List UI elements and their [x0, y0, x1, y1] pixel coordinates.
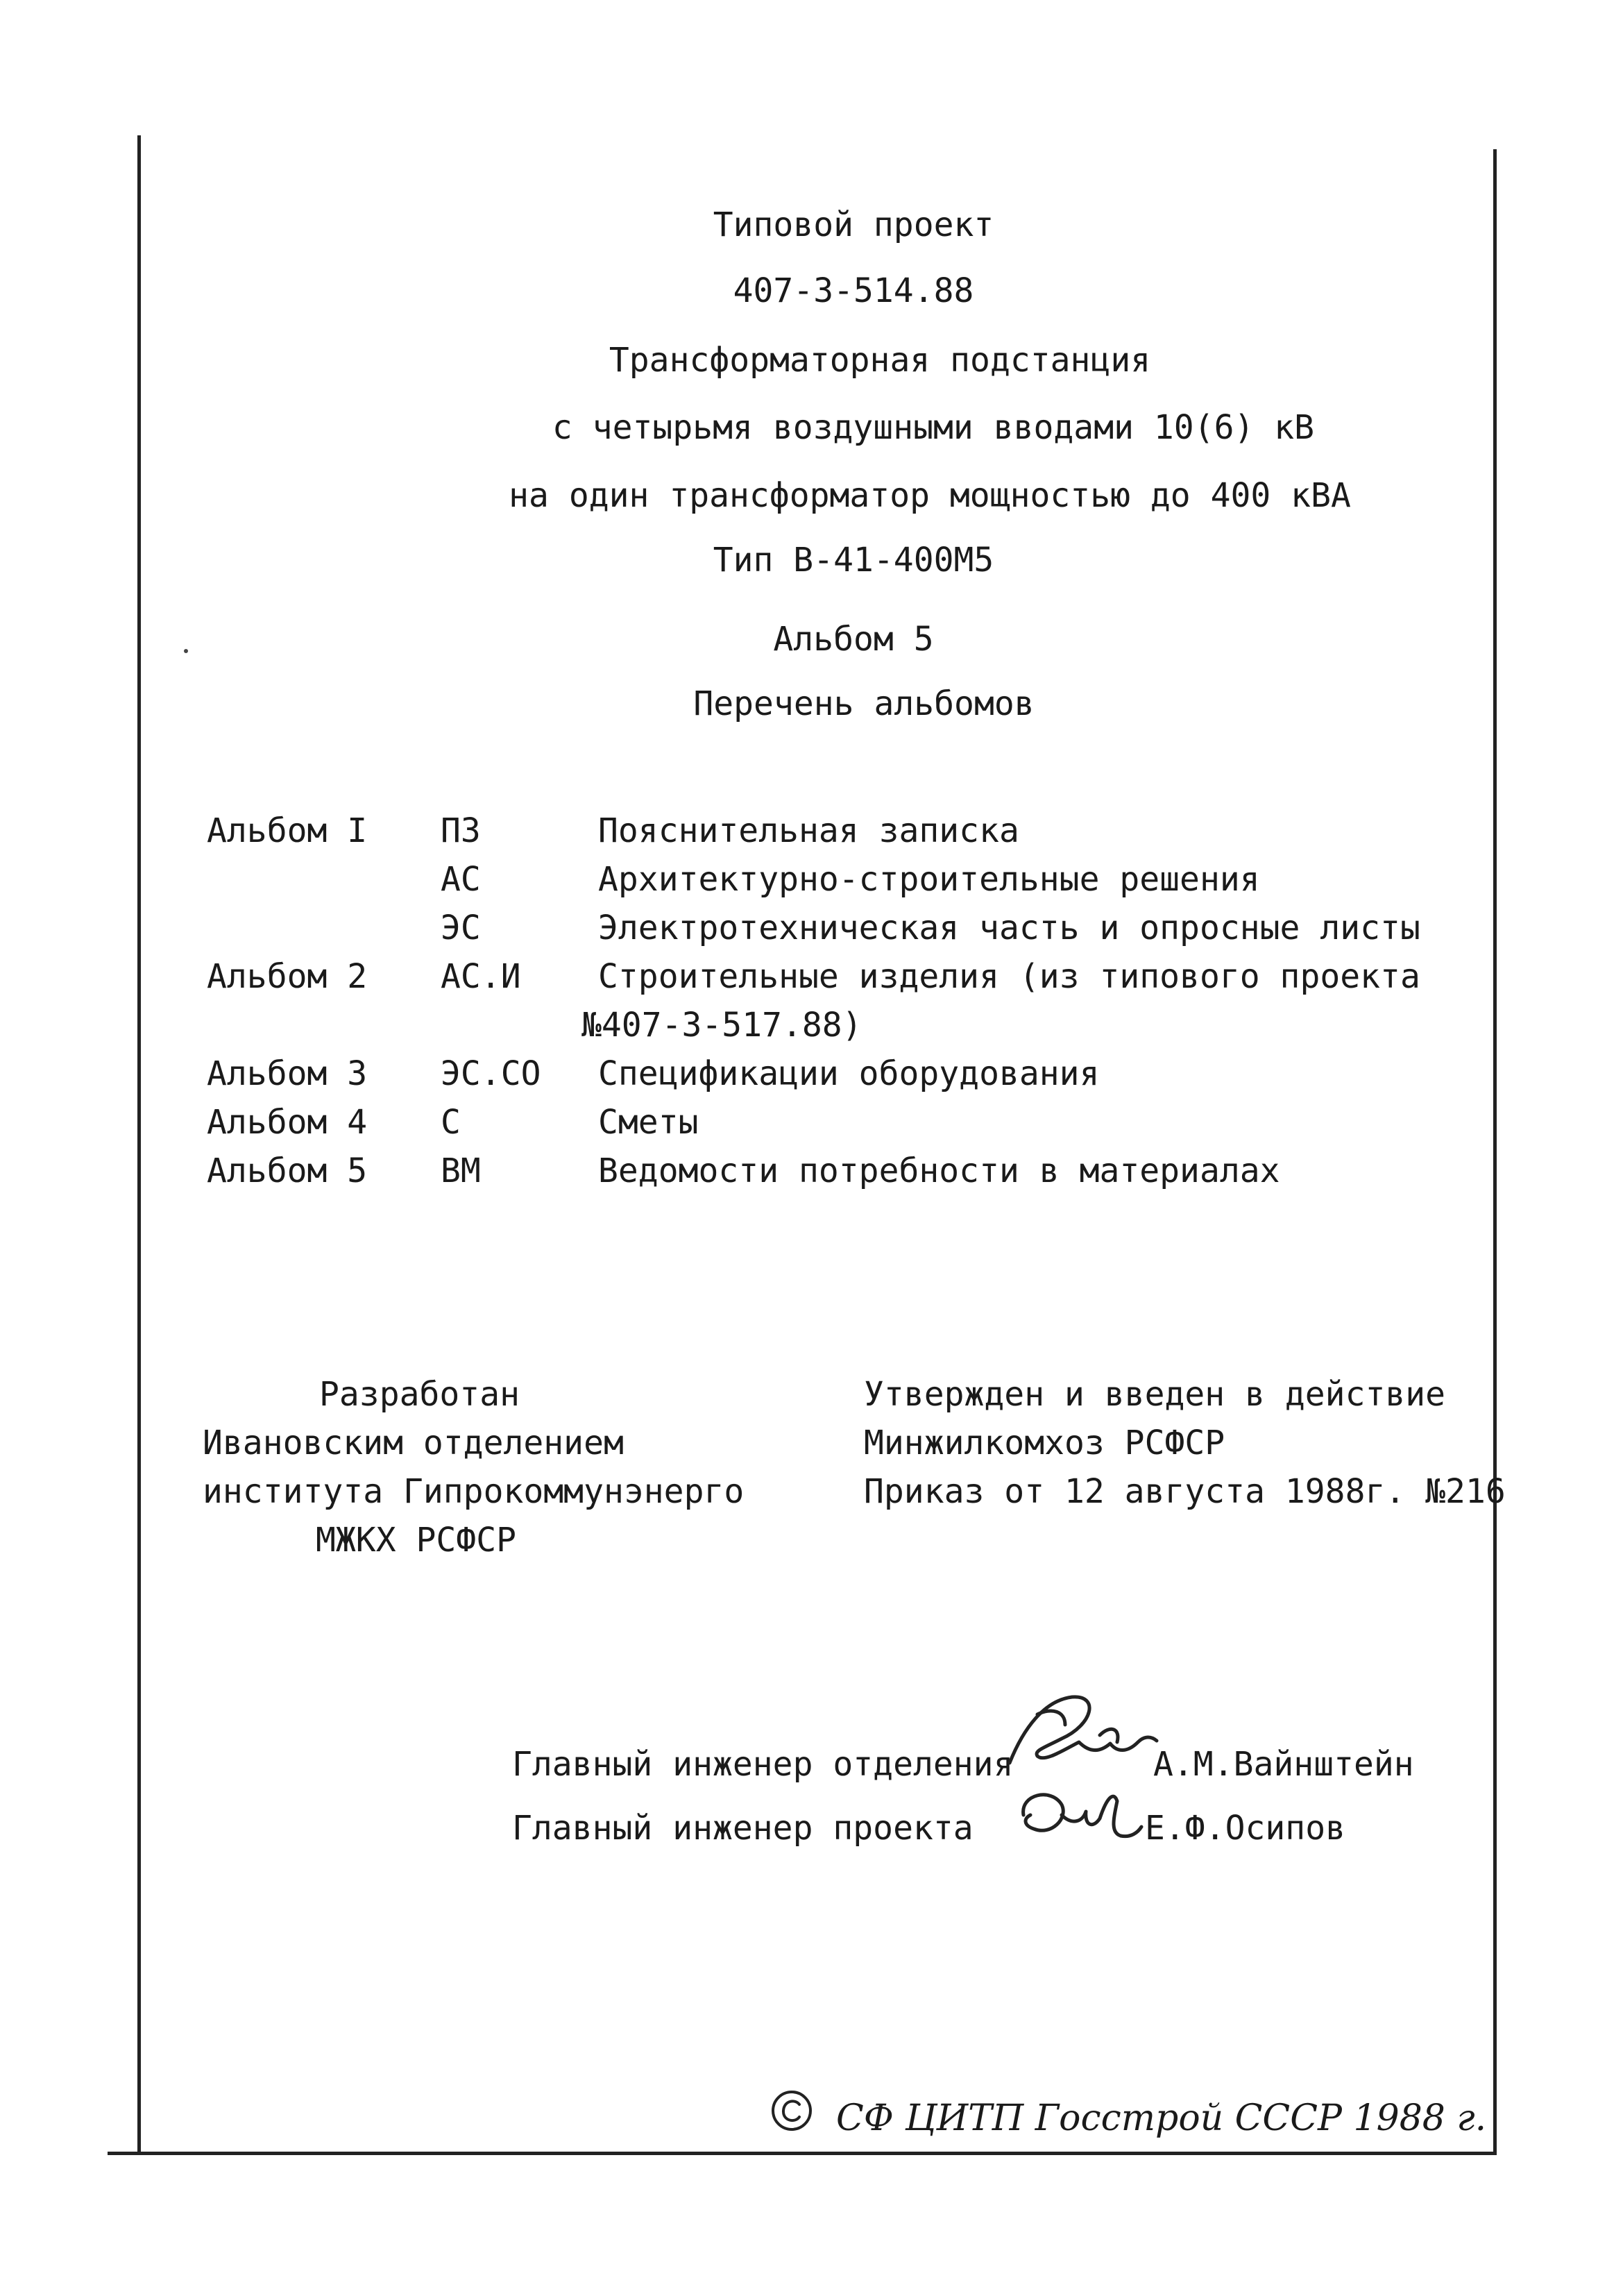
album-code: ЭС	[441, 909, 481, 947]
album-title: Ведомости потребности в материалах	[598, 1151, 1280, 1190]
album-label: Альбом 5	[207, 1151, 368, 1190]
developer-line-4: МЖКХ РСФСР	[316, 1521, 516, 1560]
approver-ministry: Минжилкомхоз РСФСР	[864, 1424, 1225, 1462]
approval-order: Приказ от 12 августа 1988г. №216	[864, 1472, 1506, 1511]
doc-type: Типовой проект	[713, 205, 994, 244]
section-title: Перечень альбомов	[693, 684, 1035, 723]
developer-line-3: института Гипрокоммунэнерго	[203, 1472, 745, 1511]
frame-right-line	[1493, 149, 1497, 2155]
project-number: 407-3-514.88	[733, 271, 974, 310]
album-code: АС.И	[441, 957, 521, 996]
album-label: Альбом 2	[207, 957, 368, 996]
album-title-continued: №407-3-517.88)	[581, 1006, 862, 1045]
project-type: Тип В-41-400М5	[713, 541, 994, 580]
album-title: Электротехническая часть и опросные листы	[598, 909, 1420, 947]
frame-left-line	[137, 135, 141, 2155]
developed-label: Разработан	[319, 1375, 520, 1414]
album-code: ВМ	[441, 1151, 481, 1190]
copyright-stamp: СФ ЦИТП Госстрой СССР 1988 г.	[836, 2097, 1487, 2139]
album-code: АС	[441, 860, 481, 899]
frame-bottom-line	[108, 2152, 1497, 2155]
album-title: Сметы	[598, 1103, 699, 1142]
project-title-line-2: с четырьмя воздушными вводами 10(6) кВ	[552, 408, 1315, 447]
album-code: С	[441, 1103, 461, 1142]
album-label: Альбом I	[207, 811, 368, 850]
album-title: Пояснительная записка	[598, 811, 1019, 850]
project-title-line-1: Трансформаторная подстанция	[609, 341, 1151, 380]
album-title: Строительные изделия (из типового проекта	[598, 957, 1420, 996]
album-code: ПЗ	[441, 811, 481, 850]
chief-engineer-project-name: Е.Ф.Осипов	[1145, 1809, 1345, 1848]
project-title-line-3: на один трансформатор мощностью до 400 кВА	[509, 476, 1351, 515]
stray-mark	[184, 649, 188, 653]
album-code: ЭС.СО	[441, 1054, 541, 1093]
chief-engineer-dept-name: А.М.Вайнштейн	[1153, 1745, 1414, 1784]
chief-engineer-dept-label: Главный инженер отделения	[512, 1745, 1014, 1784]
album-number: Альбом 5	[773, 620, 934, 659]
album-title: Спецификации оборудования	[598, 1054, 1100, 1093]
album-title: Архитектурно-строительные решения	[598, 860, 1260, 899]
chief-engineer-project-label: Главный инженер проекта	[512, 1809, 974, 1848]
approved-label: Утвержден и введен в действие	[864, 1375, 1446, 1414]
album-label: Альбом 4	[207, 1103, 368, 1142]
handwritten-signature-2	[1003, 1777, 1148, 1853]
handwritten-signature-1	[996, 1687, 1169, 1784]
album-label: Альбом 3	[207, 1054, 368, 1093]
copyright-icon	[770, 2089, 813, 2132]
developer-line-2: Ивановским отделением	[203, 1424, 624, 1462]
